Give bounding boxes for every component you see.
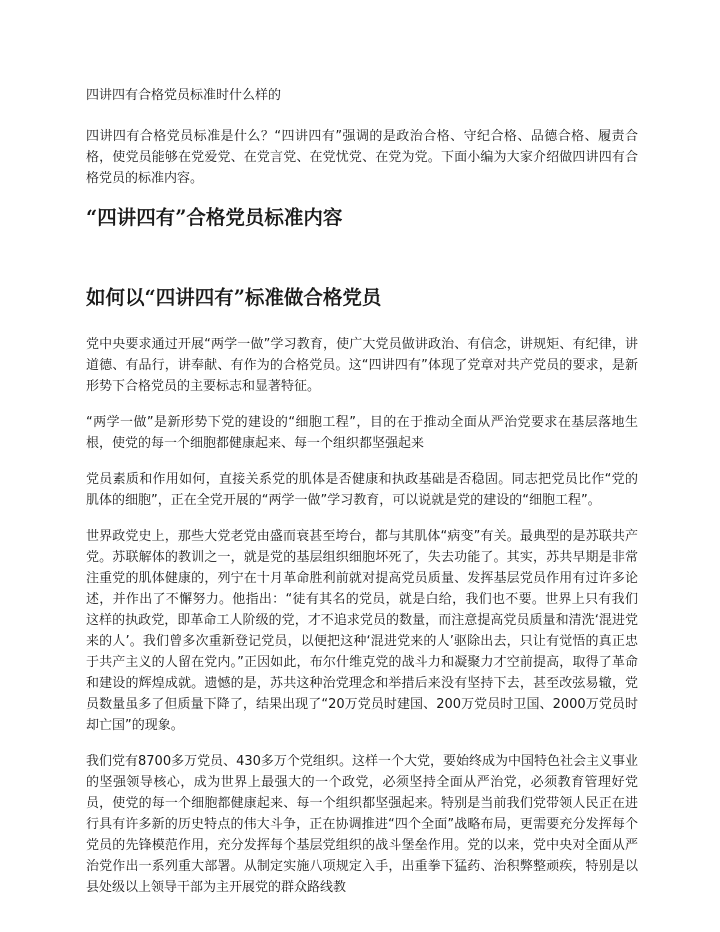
body-paragraph-5: 我们党有8700多万党员、430多万个党组织。这样一个大党，要始终成为中国特色社会主义事业的坚强领导核心，成为世界上最强大的一个政党，必须坚持全面从严治党，必须教育管理好党员，使党的每一个细胞都健康起来、每一个组织都坚强起来。特别是当前我们党带领人民正在进行具有许多新的历史特点的伟大斗争，正在协调推进“四个全面”战略布局，更需要充分发挥每个党员的先锋模范作用，充分发挥每个基层党组织的战斗堡垒作用。党的以来，党中央对全面从严治党作出一系列重大部署。从制定实施八项规定入手，出重拳下猛药、治积弊整顽疾，特别是以县处级以上领导干部为主开展党的群众路线教 (86, 754, 638, 895)
intro-paragraph: 四讲四有合格党员标准是什么？“四讲四有”强调的是政治合格、守纪合格、品德合格、履责合格，使党员能够在党爱党、在党言党、在党忧党、在党为党。下面小编为大家介绍做四讲四有合格党员的标准内容。 (86, 129, 638, 186)
document-page (86, 86, 638, 913)
body-paragraph-1: 党中央要求通过开展“两学一做”学习教育，使广大党员做讲政治、有信念，讲规矩、有纪律，讲道德、有品行，讲奉献、有作为的合格党员。这“四讲四有”体现了党章对共产党员的要求，是新形势下合格党员的主要标志和显著特征。 (86, 337, 638, 394)
document-title-line: 四讲四有合格党员标准时什么样的 (86, 88, 282, 103)
section-heading-standards: “四讲四有”合格党员标准内容 (86, 206, 343, 229)
section-heading-how-to: 如何以“四讲四有”标准做合格党员 (86, 286, 382, 309)
body-paragraph-4: 世界政党史上，那些大党老党由盛而衰甚至垮台，都与其肌体“病变”有关。最典型的是苏联共产党。苏联解体的教训之一，就是党的基层组织细胞坏死了，失去功能了。其实，苏共早期是非常注重党的肌体健康的，列宁在十月革命胜利前就对提高党员质量、发挥基层党员作用有过许多论述，并作出了不懈努力。他指出：“徒有其名的党员，就是白给，我们也不要。世界上只有我们这样的执政党，即革命工人阶级的党，才不追求党员的数量，而注意提高党员质量和清洗‘混进党来的人’。我们曾多次重新登记党员，以便把这种‘混进党来的人’驱除出去，只让有觉悟的真正忠于共产主义的人留在党内。”正因如此，布尔什维克党的战斗力和凝聚力才空前提高，取得了革命和建设的辉煌成就。遗憾的是，苏共这种治党理念和举措后来没有坚持下去，甚至改弦易辙，党员数量虽多了但质量下降了，结果出现了“20万党员时建国、200万党员时卫国、2000万党员时却亡国”的现象。 (86, 529, 638, 733)
body-paragraph-2: “两学一做”是新形势下党的建设的“细胞工程”，目的在于推动全面从严治党要求在基层落地生根，使党的每一个细胞都健康起来、每一个组织都坚强起来 (86, 415, 638, 451)
body-paragraph-3: 党员素质和作用如何，直接关系党的肌体是否健康和执政基础是否稳固。同志把党员比作“党的肌体的细胞”，正在全党开展的“两学一做”学习教育，可以说就是党的建设的“细胞工程”。 (86, 472, 638, 508)
